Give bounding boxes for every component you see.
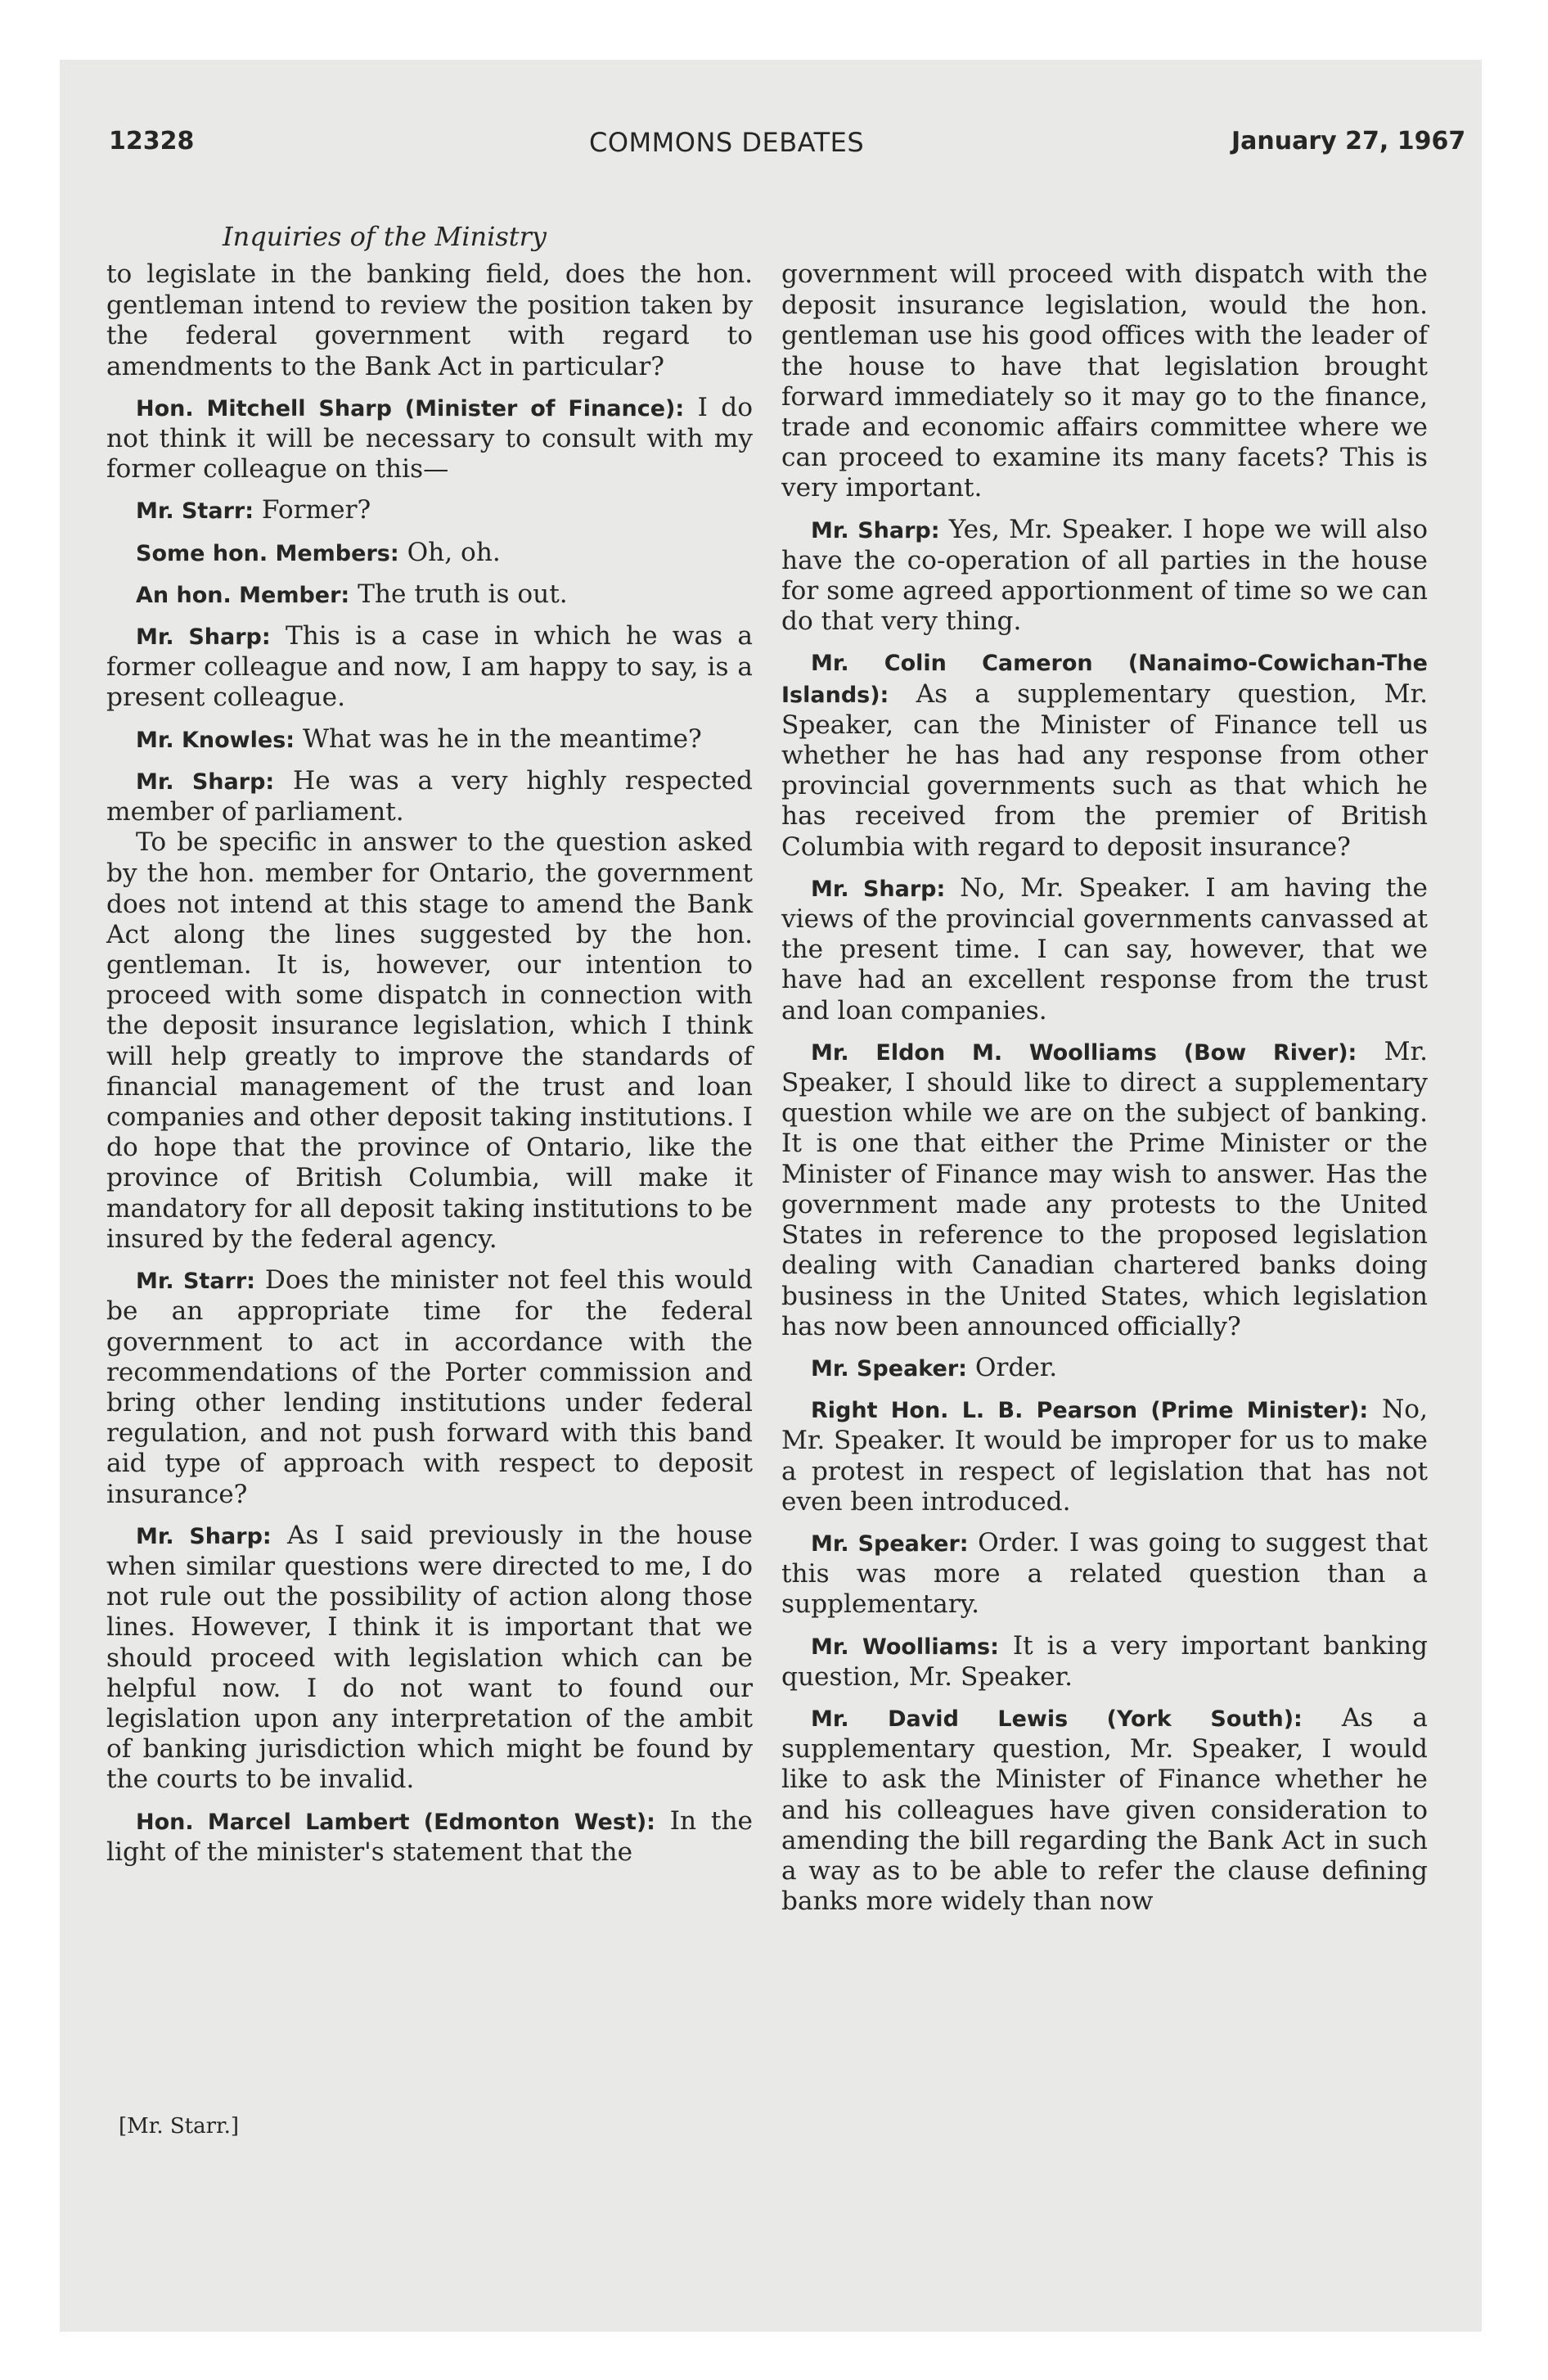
paragraph-text: It is a very important banking question, Mr. Speaker. [781,1630,1428,1692]
paragraph-text: As a supplementary question, Mr. Speaker, I would like to ask the Minister of Finance whether he and his colleagues have given consideration to amending the bill regarding the Bank Act in such a way as to be able to refer the clause defining banks more widely than now [781,1702,1428,1917]
paragraph [781,1631,1428,1693]
paragraph-text: No, Mr. Speaker. I am having the views of the provincial governments canvassed at the present time. I can say, however, that we have had an excellent response from the trust and loan companies. [781,872,1428,1025]
paragraph [781,1528,1428,1620]
paragraph [106,724,753,755]
paragraph [781,259,1428,504]
speaker-name: Mr. David Lewis (York South): [811,1706,1303,1732]
paragraph [106,1521,753,1796]
speaker-name: Mr. Sharp: [136,624,271,651]
paragraph [781,873,1428,1026]
paragraph-text: In the light of the minister's statement that the [106,1805,753,1867]
speaker-name: Mr. Colin Cameron (Nanaimo-Cowichan-The Islands): [781,651,1428,708]
speaker-name: Mr. Speaker: [811,1530,969,1557]
page-header [0,127,1548,176]
speaker-name: An hon. Member: [136,582,350,608]
paragraph [781,1353,1428,1384]
paragraph-text: He was a very highly respected member of parliament. [106,765,753,827]
speaker-name: Mr. Sharp: [811,876,946,902]
speaker-name: Hon. Marcel Lambert (Edmonton West): [136,1809,655,1835]
paragraph-text: I do not think it will be necessary to consult with my former colleague on this— [106,392,753,485]
right-column [781,259,1428,1917]
paragraph [781,1703,1428,1917]
paragraph-text: To be specific in answer to the question asked by the hon. member for Ontario, the government does not intend at this stage to amend the Bank Act along the lines suggested by the hon. gentleman. It is, however, our intention to proceed with some dispatch in connection with the deposit insurance legislation, which I think will help greatly to improve the standards of financial management of the trust and loan companies and other deposit taking institutions. I do hope that the province of Ontario, like the province of British Columbia, will make it mandatory for all deposit taking institutions to be insured by the federal agency. [106,827,753,1254]
paragraph [106,621,753,714]
page-number: 12328 [109,127,195,156]
paragraph [106,766,753,827]
speaker-name: Mr. Starr: [136,1269,255,1295]
speaker-name: Hon. Mitchell Sharp (Minister of Finance): [136,395,685,421]
paragraph [106,1265,753,1510]
speaker-name: Right Hon. L. B. Pearson (Prime Minister): [811,1398,1369,1424]
paragraph-text: What was he in the meantime? [302,723,702,754]
paragraph-text: Does the minister not feel this would be an appropriate time for the federal government to act in accordance with the recommendations of the Porter commission and bring other lending institutions under federal regulation, and not push forward with this band aid type of approach with respect to deposit insurance? [106,1265,754,1509]
paragraph-text: to legislate in the banking field, does the hon. gentleman intend to review the position taken by the federal government with regard to amendments to the Bank Act in particular? [106,259,753,381]
paragraph-text: Former? [261,495,371,525]
left-column [106,259,753,1868]
paragraph-text: Mr. Speaker, I should like to direct a supplementary question while we are on the subject of banking. It is one that either the Prime Minister or the Minister of Finance may wish to answer. Has the government made any protests to the United States in reference to the proposed legislation dealing with Canadian chartered banks doing business in the United States, which legislation has now been announced officially? [781,1036,1428,1341]
paragraph [106,1806,753,1868]
speaker-footnote: [Mr. Starr.] [119,2114,240,2139]
paragraph-text: Yes, Mr. Speaker. I hope we will also have the co-operation of all parties in the house for some agreed apportionment of time so we can do that very thing. [781,514,1429,637]
paragraph-text: Order. I was going to suggest that this was more a related question than a supplementary. [781,1527,1428,1620]
paragraph-text: Oh, oh. [407,537,501,567]
speaker-name: Mr. Sharp: [811,517,940,543]
paragraph [106,827,753,1255]
paragraph-text: As a supplementary question, Mr. Speaker, can the Minister of Finance tell us whether he has had any response from other provincial governments such as that which he has received from the premier of British Columbia with regard to deposit insurance? [781,678,1428,862]
paragraph [106,259,753,382]
speaker-name: Mr. Sharp: [136,1523,272,1549]
paragraph-text: As I said previously in the house when similar questions were directed to me, I do not rule out the possibility of action along those lines. However, I think it is important that we should proceed with legislation which can be helpful now. I do not want to found our legislation upon any interpretation of the ambit of banking jurisdiction which might be found by the courts to be invalid. [106,1520,753,1795]
paragraph [106,495,753,526]
paragraph-text: The truth is out. [358,579,568,609]
speaker-name: Mr. Woolliams: [811,1634,999,1660]
paragraph [781,1395,1428,1517]
speaker-name: Mr. Starr: [136,498,254,525]
speaker-name: Mr. Speaker: [811,1355,967,1382]
section-subheading: Inquiries of the Ministry [223,221,547,252]
paragraph-text: Order. [974,1352,1058,1382]
paragraph [106,393,753,485]
paragraph-text: No, Mr. Speaker. It would be improper for us to make a protest in respect of legislation that has not even been introduced. [781,1395,1428,1517]
paragraph [781,515,1428,638]
header-date: January 27, 1967 [1231,127,1466,156]
speaker-name: Mr. Eldon M. Woolliams (Bow River): [811,1039,1357,1066]
paragraph [781,647,1428,862]
speaker-name: Some hon. Members: [136,540,399,566]
paragraph [106,538,753,569]
speaker-name: Mr. Knowles: [136,727,295,753]
paragraph [106,579,753,611]
paragraph-text: This is a case in which he was a former colleague and now, I am happy to say, is a present colleague. [106,621,753,713]
running-title: COMMONS DEBATES [589,127,865,158]
speaker-name: Mr. Sharp: [136,769,275,795]
paragraph [781,1037,1428,1342]
paragraph-text: government will proceed with dispatch with the deposit insurance legislation, would the hon. gentleman use his good offices with the leader of the house to have that legislation brought forward immediately so it may go to the finance, trade and economic affairs committee where we can proceed to examine its many facets? This is very important. [781,259,1428,503]
